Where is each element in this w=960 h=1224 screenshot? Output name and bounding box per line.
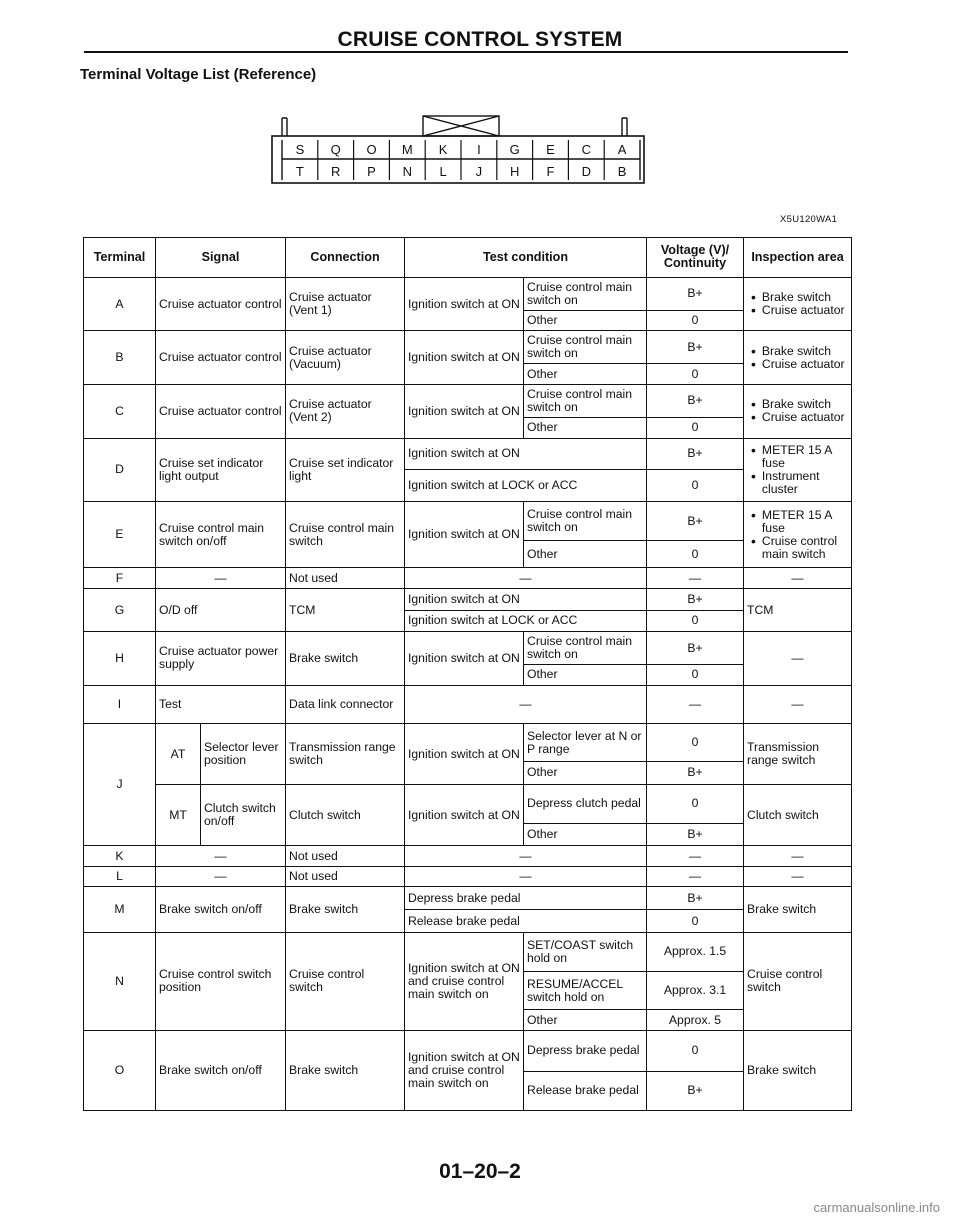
table-row [84, 887, 852, 910]
inspection-cell: Cruise control switch [744, 932, 852, 1030]
test-condition-cell: Ignition switch at ON [405, 384, 524, 438]
connector-diagram [258, 108, 668, 188]
voltage-cell: 0 [647, 1030, 744, 1071]
connection-cell: Cruise actuator (Vent 1) [286, 277, 405, 331]
terminal-id: A [84, 277, 156, 331]
signal-cell: Selector lever position [201, 724, 286, 784]
sub-condition-cell: Other [524, 418, 647, 439]
connection-cell: Brake switch [286, 887, 405, 933]
test-condition-cell: Ignition switch at ON and cruise control main switch on [405, 1030, 524, 1110]
voltage-cell: Approx. 3.1 [647, 971, 744, 1010]
connector-pin-label: F [546, 164, 555, 179]
sub-condition-cell: Other [524, 541, 647, 568]
connector-pin-label: K [438, 142, 448, 157]
voltage-cell: B+ [647, 277, 744, 310]
voltage-cell: 0 [647, 470, 744, 502]
test-condition-cell: Depress brake pedal [405, 887, 647, 910]
connector-pin-label: M [401, 142, 413, 157]
terminal-id: L [84, 866, 156, 887]
page-number: 01–20–2 [439, 1160, 521, 1183]
test-condition-cell: Ignition switch at ON [405, 784, 524, 846]
table-row [84, 384, 852, 417]
connector-pin-label: O [366, 142, 377, 157]
sub-condition-cell: SET/COAST switch hold on [524, 932, 647, 971]
voltage-cell: — [647, 846, 744, 867]
connection-cell: Cruise control main switch [286, 502, 405, 568]
voltage-cell: 0 [647, 724, 744, 762]
transmission-type: MT [156, 784, 201, 846]
inspection-cell [744, 277, 852, 331]
inspection-item: • METER 15 A fuse [747, 509, 848, 535]
sub-condition-cell: Cruise control main switch on [524, 331, 647, 364]
inspection-cell [744, 384, 852, 438]
terminal-id: C [84, 384, 156, 438]
voltage-cell: 0 [647, 610, 744, 632]
signal-cell: O/D off [156, 588, 286, 631]
signal-cell: — [156, 846, 286, 867]
voltage-cell: — [647, 685, 744, 724]
section-subtitle: Terminal Voltage List (Reference) [80, 66, 317, 83]
test-condition-cell: Ignition switch at ON and cruise control main switch on [405, 932, 524, 1030]
sub-condition-cell: Cruise control main switch on [524, 277, 647, 310]
voltage-cell: B+ [647, 331, 744, 364]
signal-cell: Brake switch on/off [156, 1030, 286, 1110]
inspection-item: • Instrument cluster [747, 470, 848, 496]
voltage-cell: B+ [647, 823, 744, 846]
connection-cell: Clutch switch [286, 784, 405, 846]
inspection-item: • Brake switch [747, 345, 848, 358]
connector-pin-label: E [546, 142, 555, 157]
signal-cell: Cruise set indicator light output [156, 438, 286, 502]
test-condition-cell: Ignition switch at ON [405, 438, 647, 470]
voltage-cell: B+ [647, 632, 744, 665]
inspection-item: • Cruise control main switch [747, 535, 848, 561]
connector-pin-label: N [402, 164, 412, 179]
terminal-id: O [84, 1030, 156, 1110]
connector-pin-label: D [581, 164, 591, 179]
test-condition-cell: Ignition switch at LOCK or ACC [405, 610, 647, 632]
test-condition-cell: Ignition switch at ON [405, 502, 524, 568]
table-row [84, 502, 852, 541]
connector-pin-label: R [331, 164, 341, 179]
sub-condition-cell: Cruise control main switch on [524, 384, 647, 417]
signal-cell: Clutch switch on/off [201, 784, 286, 846]
page-title: CRUISE CONTROL SYSTEM [337, 28, 623, 51]
terminal-id: M [84, 887, 156, 933]
inspection-item: • METER 15 A fuse [747, 444, 848, 470]
inspection-cell: — [744, 568, 852, 589]
connection-cell: Brake switch [286, 1030, 405, 1110]
sub-condition-cell: Depress brake pedal [524, 1030, 647, 1071]
connector-pin-label: J [475, 164, 483, 179]
table-row [84, 932, 852, 971]
test-condition-cell: Release brake pedal [405, 910, 647, 933]
terminal-id: N [84, 932, 156, 1030]
connector-pin-label: H [510, 164, 520, 179]
voltage-cell: B+ [647, 1071, 744, 1110]
test-condition-cell: Ignition switch at ON [405, 331, 524, 385]
voltage-cell: 0 [647, 665, 744, 686]
table-row [84, 1030, 852, 1071]
inspection-item: • Brake switch [747, 398, 848, 411]
signal-cell: — [156, 568, 286, 589]
inspection-cell: — [744, 866, 852, 887]
figure-code: X5U120WA1 [780, 214, 838, 225]
voltage-cell: B+ [647, 887, 744, 910]
table-row [84, 846, 852, 867]
test-condition-cell: Ignition switch at LOCK or ACC [405, 470, 647, 502]
signal-cell: Cruise control switch position [156, 932, 286, 1030]
sub-condition-cell: Other [524, 310, 647, 331]
header-terminal: Terminal [84, 238, 156, 278]
signal-cell: Cruise actuator control [156, 277, 286, 331]
voltage-cell: B+ [647, 438, 744, 470]
voltage-cell: B+ [647, 762, 744, 785]
transmission-type: AT [156, 724, 201, 784]
table-row [84, 331, 852, 364]
signal-cell: Cruise actuator power supply [156, 632, 286, 686]
voltage-cell: 0 [647, 418, 744, 439]
signal-cell: Brake switch on/off [156, 887, 286, 933]
inspection-cell: Clutch switch [744, 784, 852, 846]
voltage-cell: B+ [647, 502, 744, 541]
test-condition-cell: Ignition switch at ON [405, 724, 524, 784]
title-rule [84, 51, 848, 53]
test-condition-cell: Ignition switch at ON [405, 588, 647, 610]
sub-condition-cell: Cruise control main switch on [524, 632, 647, 665]
inspection-cell [744, 438, 852, 502]
connector-pin-label: G [509, 142, 520, 157]
connector-pin-label: Q [330, 142, 341, 157]
terminal-voltage-table [83, 237, 852, 1111]
inspection-item: • Cruise actuator [747, 358, 848, 371]
sub-condition-cell: Other [524, 364, 647, 385]
sub-condition-cell: Other [524, 823, 647, 846]
voltage-cell: Approx. 1.5 [647, 932, 744, 971]
inspection-cell: — [744, 632, 852, 686]
table-row [84, 784, 852, 823]
inspection-cell: — [744, 685, 852, 724]
header-signal: Signal [156, 238, 286, 278]
connector-pin-label: P [367, 164, 376, 179]
test-condition-cell: Ignition switch at ON [405, 632, 524, 686]
inspection-item: • Cruise actuator [747, 304, 848, 317]
test-condition-cell: — [405, 685, 647, 724]
voltage-cell: B+ [647, 384, 744, 417]
voltage-cell: 0 [647, 310, 744, 331]
terminal-id: J [84, 724, 156, 846]
table-header-row [84, 238, 852, 278]
voltage-cell: B+ [647, 588, 744, 610]
signal-cell: — [156, 866, 286, 887]
table-row [84, 277, 852, 310]
inspection-cell: Brake switch [744, 887, 852, 933]
connector-pin-label: I [477, 142, 481, 157]
sub-condition-cell: RESUME/ACCEL switch hold on [524, 971, 647, 1010]
table-row [84, 685, 852, 724]
signal-cell: Test [156, 685, 286, 724]
inspection-item: • Cruise actuator [747, 411, 848, 424]
connection-cell: Not used [286, 568, 405, 589]
connection-cell: Not used [286, 846, 405, 867]
sub-condition-cell: Cruise control main switch on [524, 502, 647, 541]
terminal-id: I [84, 685, 156, 724]
connection-cell: Cruise set indicator light [286, 438, 405, 502]
inspection-cell: TCM [744, 588, 852, 631]
connector-pin-label: B [617, 164, 627, 179]
test-condition-cell: Ignition switch at ON [405, 277, 524, 331]
inspection-cell [744, 502, 852, 568]
signal-cell: Cruise actuator control [156, 331, 286, 385]
connection-cell: Cruise actuator (Vent 2) [286, 384, 405, 438]
watermark: carmanualsonline.info [813, 1200, 940, 1215]
terminal-id: G [84, 588, 156, 631]
connection-cell: Not used [286, 866, 405, 887]
table-row [84, 632, 852, 665]
table-row [84, 588, 852, 610]
connection-cell: Cruise control switch [286, 932, 405, 1030]
connector-pin-label: C [581, 142, 591, 157]
test-condition-cell: — [405, 846, 647, 867]
voltage-cell: — [647, 866, 744, 887]
voltage-cell: — [647, 568, 744, 589]
terminal-id: B [84, 331, 156, 385]
connection-cell: Cruise actuator (Vacuum) [286, 331, 405, 385]
inspection-cell: — [744, 846, 852, 867]
connection-cell: TCM [286, 588, 405, 631]
connector-pin-label: T [295, 164, 304, 179]
table-row [84, 438, 852, 470]
connection-cell: Transmission range switch [286, 724, 405, 784]
terminal-id: D [84, 438, 156, 502]
connection-cell: Brake switch [286, 632, 405, 686]
table-row [84, 724, 852, 762]
sub-condition-cell: Depress clutch pedal [524, 784, 647, 823]
voltage-cell: 0 [647, 541, 744, 568]
terminal-id: F [84, 568, 156, 589]
test-condition-cell: — [405, 568, 647, 589]
table-row [84, 568, 852, 589]
connector-pin-label: L [439, 164, 447, 179]
terminal-id: K [84, 846, 156, 867]
connector-pin-label: S [295, 142, 305, 157]
signal-cell: Cruise actuator control [156, 384, 286, 438]
header-voltage: Voltage (V)/ Continuity [647, 238, 744, 278]
sub-condition-cell: Other [524, 665, 647, 686]
voltage-cell: 0 [647, 364, 744, 385]
signal-cell: Cruise control main switch on/off [156, 502, 286, 568]
inspection-cell: Transmission range switch [744, 724, 852, 784]
terminal-id: H [84, 632, 156, 686]
inspection-item: • Brake switch [747, 291, 848, 304]
sub-condition-cell: Other [524, 762, 647, 785]
sub-condition-cell: Selector lever at N or P range [524, 724, 647, 762]
sub-condition-cell: Other [524, 1010, 647, 1031]
header-inspection: Inspection area [744, 238, 852, 278]
inspection-cell [744, 331, 852, 385]
inspection-cell: Brake switch [744, 1030, 852, 1110]
voltage-cell: 0 [647, 784, 744, 823]
header-test-condition: Test condition [405, 238, 647, 278]
test-condition-cell: — [405, 866, 647, 887]
voltage-cell: 0 [647, 910, 744, 933]
table-row [84, 866, 852, 887]
sub-condition-cell: Release brake pedal [524, 1071, 647, 1110]
terminal-id: E [84, 502, 156, 568]
voltage-cell: Approx. 5 [647, 1010, 744, 1031]
connection-cell: Data link connector [286, 685, 405, 724]
header-connection: Connection [286, 238, 405, 278]
connector-pin-label: A [617, 142, 627, 157]
